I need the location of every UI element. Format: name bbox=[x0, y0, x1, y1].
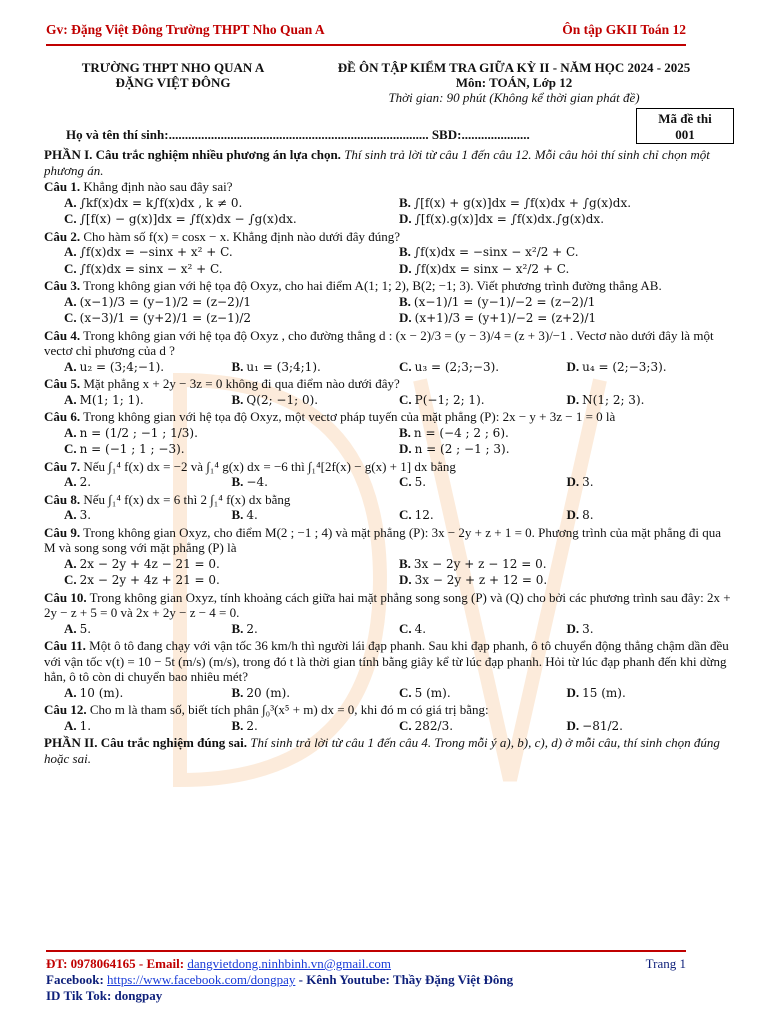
option-letter: B. bbox=[231, 684, 244, 700]
question-stem bbox=[44, 328, 734, 359]
option-letter: D. bbox=[566, 717, 580, 733]
option-letter: B. bbox=[231, 507, 244, 522]
option-letter: C. bbox=[64, 310, 77, 325]
option-text: N(1; 2; 3). bbox=[582, 392, 645, 407]
answer-option bbox=[399, 310, 734, 327]
footer-youtube: - Kênh Youtube: Thầy Đặng Việt Đông bbox=[295, 972, 514, 987]
option-text: ∫f(x)dx = −sinx − x²/2 + C. bbox=[413, 245, 579, 259]
option-text: M(1; 1; 1). bbox=[79, 392, 144, 407]
school-block bbox=[58, 60, 288, 90]
question-label: Câu 5. bbox=[44, 376, 81, 391]
exam-code: 001 bbox=[675, 127, 695, 142]
page-header bbox=[46, 22, 686, 42]
option-letter: A. bbox=[64, 194, 77, 210]
option-text: u₄ = (2;−3;3). bbox=[582, 359, 667, 374]
answer-option bbox=[567, 392, 735, 409]
answer-option bbox=[232, 621, 400, 638]
option-text: 5. bbox=[79, 621, 92, 636]
answer-options bbox=[44, 294, 734, 327]
answer-option bbox=[399, 556, 734, 573]
question-4 bbox=[44, 328, 734, 376]
question-stem bbox=[44, 229, 734, 245]
option-text: −81/2. bbox=[582, 718, 623, 733]
exam-title: ĐỀ ÔN TẬP KIỂM TRA GIỮA KỲ II - NĂM HỌC 2024 - 2025 bbox=[337, 60, 691, 75]
option-letter: A. bbox=[64, 684, 77, 700]
answer-option bbox=[64, 392, 232, 409]
option-letter: B. bbox=[399, 244, 411, 259]
part1-title: PHẦN I. Câu trắc nghiệm nhiều phương án lựa chọn. bbox=[44, 147, 341, 162]
option-text: ∫f(x)dx = sinx − x²/2 + C. bbox=[414, 261, 570, 276]
footer-facebook-link[interactable]: https://www.facebook.com/dongpay bbox=[107, 972, 296, 987]
answer-option bbox=[399, 261, 734, 278]
question-text: Trong không gian Oxyz, cho điểm M(2 ; −1 ; 4) và mặt phẳng (P): 3x − 2y + z + 1 = 0. Phương trình của mặt phẳng đi qua M và song song với mặt phẳng (P) là bbox=[44, 524, 722, 555]
option-text: 4. bbox=[246, 508, 258, 522]
option-text: ∫[f(x) + g(x)]dx = ∫f(x)dx + ∫g(x)dx. bbox=[413, 195, 632, 210]
part1-note: Thí sinh trả lời từ câu 1 đến câu 12. Mỗi câu hỏi thí sinh chỉ chọn một phương án. bbox=[44, 147, 710, 178]
option-text: (x−1)/1 = (y−1)/−2 = (z−2)/1 bbox=[413, 294, 596, 309]
question-label: Câu 3. bbox=[44, 278, 81, 293]
option-letter: A. bbox=[64, 474, 77, 489]
option-letter: D. bbox=[566, 684, 580, 700]
question-label: Câu 4. bbox=[44, 327, 81, 343]
answer-option bbox=[399, 294, 734, 311]
option-text: 8. bbox=[582, 508, 594, 522]
answer-option bbox=[567, 621, 735, 638]
option-letter: B. bbox=[399, 555, 411, 571]
option-text: 3. bbox=[582, 621, 594, 636]
option-letter: D. bbox=[399, 260, 412, 276]
question-text: Trong không gian với hệ tọa độ Oxyz , cho đường thẳng d : (x − 2)/3 = (y − 3)/4 = (z + 3)/−1 . Vectơ nào dưới đây là một vectơ chỉ phương của d ? bbox=[44, 327, 714, 358]
option-letter: D. bbox=[399, 310, 412, 325]
question-8 bbox=[44, 492, 734, 524]
answer-option bbox=[64, 310, 399, 327]
option-text: u₂ = (3;4;−1). bbox=[79, 359, 165, 374]
option-text: 5. bbox=[414, 475, 427, 489]
answer-option bbox=[567, 507, 735, 524]
option-letter: D. bbox=[399, 211, 412, 226]
option-letter: C. bbox=[399, 717, 412, 733]
question-stem bbox=[44, 459, 734, 475]
option-text: ∫[f(x) − g(x)]dx = ∫f(x)dx − ∫g(x)dx. bbox=[79, 212, 297, 226]
option-text: 2x − 2y + 4z − 21 = 0. bbox=[79, 556, 220, 571]
question-2 bbox=[44, 229, 734, 278]
question-label: Câu 10. bbox=[44, 589, 87, 605]
answer-option bbox=[232, 392, 400, 409]
option-text: 20 (m). bbox=[246, 685, 291, 700]
option-text: n = (−1 ; 1 ; −3). bbox=[79, 442, 185, 456]
question-text: Mặt phẳng x + 2y − 3z = 0 không đi qua điểm nào dưới đây? bbox=[80, 376, 400, 391]
answer-option bbox=[64, 425, 399, 442]
option-text: u₃ = (2;3;−3). bbox=[414, 359, 500, 374]
answer-option bbox=[399, 359, 567, 376]
answer-options bbox=[44, 195, 734, 228]
option-letter: A. bbox=[64, 620, 77, 636]
footer-divider bbox=[46, 950, 686, 952]
footer-phone: ĐT: 0978064165 - Email: bbox=[46, 956, 188, 971]
answer-option bbox=[399, 392, 567, 409]
question-stem bbox=[44, 278, 734, 294]
answer-option bbox=[232, 685, 400, 702]
footer-contact bbox=[46, 956, 686, 972]
question-text: Nếu ∫₁⁴ f(x) dx = 6 thì 2 ∫₁⁴ f(x) dx bằng bbox=[80, 491, 291, 507]
answer-option bbox=[64, 621, 232, 638]
question-list bbox=[44, 179, 734, 734]
option-letter: C. bbox=[64, 572, 77, 587]
question-label: Câu 11. bbox=[44, 638, 86, 653]
option-letter: C. bbox=[399, 358, 412, 374]
option-letter: A. bbox=[64, 391, 77, 407]
part2-note: Thí sinh trả lời từ câu 1 đến câu 4. Trong mỗi ý a), b), c), d) ở mỗi câu, thí sinh chọn đúng hoặc sai. bbox=[44, 735, 720, 766]
answer-option bbox=[232, 507, 400, 524]
part2-title: PHẦN II. Câu trắc nghiệm đúng sai. bbox=[44, 735, 247, 750]
answer-option bbox=[567, 359, 735, 376]
option-letter: D. bbox=[566, 474, 580, 489]
question-11 bbox=[44, 638, 734, 701]
option-text: ∫[f(x).g(x)]dx = ∫f(x)dx.∫g(x)dx. bbox=[414, 212, 605, 226]
answer-option bbox=[399, 474, 567, 491]
header-right: Ôn tập GKII Toán 12 bbox=[562, 22, 686, 37]
footer-social bbox=[46, 972, 686, 988]
answer-option bbox=[64, 195, 399, 212]
option-text: −4. bbox=[246, 475, 268, 489]
option-letter: C. bbox=[399, 620, 412, 636]
answer-option bbox=[64, 718, 232, 735]
answer-option bbox=[399, 441, 734, 458]
question-text: Cho hàm số f(x) = cosx − x. Khẳng định nào dưới đây đúng? bbox=[80, 228, 401, 244]
part1-heading bbox=[44, 147, 734, 178]
answer-option bbox=[64, 294, 399, 311]
question-6 bbox=[44, 409, 734, 458]
answer-option bbox=[232, 474, 400, 491]
option-letter: D. bbox=[399, 572, 412, 587]
question-5 bbox=[44, 376, 734, 408]
answer-options bbox=[44, 359, 734, 376]
answer-option bbox=[567, 474, 735, 491]
answer-options bbox=[44, 621, 734, 638]
question-label: Câu 9. bbox=[44, 524, 81, 540]
question-stem bbox=[44, 492, 734, 508]
question-text: Trong không gian với hệ tọa độ Oxyz, cho hai điểm A(1; 1; 2), B(2; −1; 3). Viết phương trình đường thẳng AB. bbox=[80, 278, 662, 293]
option-letter: C. bbox=[64, 441, 77, 456]
question-7 bbox=[44, 459, 734, 491]
option-text: n = (1/2 ; −1 ; 1/3). bbox=[79, 425, 198, 440]
option-text: u₁ = (3;4;1). bbox=[246, 359, 321, 374]
answer-options bbox=[44, 244, 734, 277]
option-letter: C. bbox=[64, 260, 77, 276]
student-info-line: Họ và tên thí sinh:................................................................................ SBD:..................... bbox=[66, 127, 530, 142]
answer-options bbox=[44, 507, 734, 524]
answer-options bbox=[44, 685, 734, 702]
answer-option bbox=[399, 195, 734, 212]
option-letter: A. bbox=[64, 424, 77, 440]
option-text: 3. bbox=[582, 475, 594, 489]
question-stem bbox=[44, 638, 734, 685]
option-text: (x+1)/3 = (y+1)/−2 = (z+2)/1 bbox=[414, 311, 597, 325]
question-text: Nếu ∫₁⁴ f(x) dx = −2 và ∫₁⁴ g(x) dx = −6 thì ∫₁⁴[2f(x) − g(x) + 1] dx bằng bbox=[80, 458, 456, 474]
question-stem bbox=[44, 702, 734, 718]
header-divider bbox=[46, 44, 686, 46]
question-stem bbox=[44, 525, 734, 556]
option-letter: A. bbox=[64, 293, 77, 309]
option-letter: B. bbox=[231, 391, 244, 407]
answer-option bbox=[64, 211, 399, 228]
answer-option bbox=[64, 507, 232, 524]
option-text: (x−1)/3 = (y−1)/2 = (z−2)/1 bbox=[79, 294, 252, 309]
question-text: Một ô tô đang chạy với vận tốc 36 km/h thì người lái đạp phanh. Sau khi đạp phanh, ô tô chuyển động thẳng chậm dần đều với vận tốc v(t) = 10 − 5t (m/s) (m/s), trong đó t là thời gian tính bằng giây kể từ lúc đạp phanh. Hỏi từ lúc đạp phanh đến khi dừng hẳn, ô tô còn di chuyển bao nhiêu mét? bbox=[44, 638, 729, 684]
question-text: Khẳng định nào sau đây sai? bbox=[80, 179, 233, 194]
answer-options bbox=[44, 556, 734, 589]
question-label: Câu 12. bbox=[44, 702, 87, 717]
footer-tiktok: ID Tik Tok: dongpay bbox=[46, 988, 163, 1003]
answer-option bbox=[399, 507, 567, 524]
option-text: ∫f(x)dx = sinx − x² + C. bbox=[79, 261, 223, 276]
option-text: 10 (m). bbox=[79, 685, 124, 700]
answer-option bbox=[232, 718, 400, 735]
answer-option bbox=[64, 572, 399, 589]
option-letter: D. bbox=[566, 391, 580, 407]
exam-subject: Môn: TOÁN, Lớp 12 bbox=[455, 75, 573, 90]
answer-option bbox=[64, 359, 232, 376]
option-text: Q(2; −1; 0). bbox=[246, 392, 319, 407]
exam-code-label: Mã đề thi bbox=[658, 111, 712, 126]
answer-option bbox=[64, 261, 399, 278]
option-text: 2. bbox=[246, 621, 258, 636]
answer-option bbox=[64, 441, 399, 458]
option-letter: C. bbox=[399, 391, 412, 407]
question-12 bbox=[44, 702, 734, 734]
option-letter: C. bbox=[399, 684, 412, 700]
option-text: 2x − 2y + 4z + 21 = 0. bbox=[79, 573, 220, 587]
teacher-name: ĐẶNG VIỆT ĐÔNG bbox=[115, 75, 231, 90]
page-number: Trang 1 bbox=[645, 956, 686, 971]
option-letter: B. bbox=[399, 194, 411, 210]
option-text: 5 (m). bbox=[414, 685, 451, 700]
footer-facebook-label: Facebook: bbox=[46, 972, 108, 987]
answer-option bbox=[399, 211, 734, 228]
exam-block bbox=[298, 60, 730, 105]
option-text: ∫kf(x)dx = k∫f(x)dx , k ≠ 0. bbox=[79, 195, 243, 210]
answer-option bbox=[64, 244, 399, 261]
question-label: Câu 1. bbox=[44, 179, 81, 194]
question-9 bbox=[44, 525, 734, 589]
option-letter: B. bbox=[399, 424, 411, 440]
exam-code-box bbox=[636, 108, 734, 144]
question-stem bbox=[44, 179, 734, 195]
option-text: n = (−4 ; 2 ; 6). bbox=[413, 425, 509, 440]
question-text: Cho m là tham số, biết tích phân ∫₀³(x⁵ + m) dx = 0, khi đó m có giá trị bằng: bbox=[86, 702, 489, 717]
option-letter: B. bbox=[399, 293, 411, 309]
page-footer bbox=[46, 956, 686, 1004]
option-letter: A. bbox=[64, 507, 77, 522]
answer-option bbox=[399, 572, 734, 589]
question-text: Trong không gian với hệ tọa độ Oxyz, một vectơ pháp tuyến của mặt phẳng (P): 2x − y + 3z − 1 = 0 là bbox=[80, 409, 616, 424]
answer-option bbox=[399, 425, 734, 442]
header-left: Gv: Đặng Việt Đông Trường THPT Nho Quan A bbox=[46, 22, 325, 37]
school-name: TRƯỜNG THPT NHO QUAN A bbox=[81, 60, 265, 75]
option-text: 3x − 2y + z + 12 = 0. bbox=[414, 573, 548, 587]
option-text: 4. bbox=[414, 621, 427, 636]
option-text: 1. bbox=[79, 718, 92, 733]
question-3 bbox=[44, 278, 734, 327]
footer-email-link[interactable]: dangvietdong.ninhbinh.vn@gmail.com bbox=[187, 956, 392, 971]
part2-heading bbox=[44, 735, 734, 766]
question-stem bbox=[44, 409, 734, 425]
question-1 bbox=[44, 179, 734, 228]
option-text: 3. bbox=[79, 508, 92, 522]
answer-option bbox=[399, 685, 567, 702]
answer-option bbox=[567, 718, 735, 735]
option-letter: B. bbox=[231, 474, 244, 489]
answer-option bbox=[232, 359, 400, 376]
exam-time: Thời gian: 90 phút (Không kể thời gian phát đề) bbox=[388, 90, 640, 105]
question-label: Câu 8. bbox=[44, 491, 81, 507]
answer-option bbox=[64, 556, 399, 573]
answer-option bbox=[567, 685, 735, 702]
option-text: 282/3. bbox=[414, 718, 454, 733]
question-label: Câu 6. bbox=[44, 409, 81, 424]
option-letter: B. bbox=[231, 358, 244, 374]
question-stem bbox=[44, 590, 734, 621]
option-letter: C. bbox=[399, 507, 412, 522]
option-letter: C. bbox=[64, 211, 77, 226]
option-letter: A. bbox=[64, 555, 77, 571]
option-text: ∫f(x)dx = −sinx + x² + C. bbox=[79, 245, 233, 259]
answer-options bbox=[44, 425, 734, 458]
option-letter: A. bbox=[64, 358, 77, 374]
option-text: 12. bbox=[414, 508, 434, 522]
option-text: 3x − 2y + z − 12 = 0. bbox=[413, 556, 547, 571]
option-letter: B. bbox=[231, 717, 244, 733]
question-label: Câu 7. bbox=[44, 458, 81, 474]
option-letter: C. bbox=[399, 474, 412, 489]
question-stem bbox=[44, 376, 734, 392]
option-letter: D. bbox=[566, 620, 580, 636]
answer-option bbox=[64, 685, 232, 702]
option-text: (x−3)/1 = (y+2)/1 = (z−1)/2 bbox=[79, 311, 252, 325]
answer-option bbox=[399, 621, 567, 638]
option-letter: D. bbox=[399, 441, 412, 456]
question-text: Trong không gian Oxyz, tính khoảng cách giữa hai mặt phẳng song song (P) và (Q) cho bởi các phương trình sau đây: 2x + 2y − z + 5 = 0 và 2x + 2y − z − 4 = 0. bbox=[44, 589, 731, 620]
option-letter: A. bbox=[64, 244, 77, 259]
question-label: Câu 2. bbox=[44, 228, 81, 244]
option-text: n = (2 ; −1 ; 3). bbox=[414, 442, 510, 456]
option-text: 15 (m). bbox=[582, 685, 626, 700]
option-letter: D. bbox=[566, 358, 580, 374]
option-letter: B. bbox=[231, 620, 244, 636]
answer-option bbox=[399, 718, 567, 735]
answer-options bbox=[44, 718, 734, 735]
option-letter: A. bbox=[64, 717, 77, 733]
option-text: P(−1; 2; 1). bbox=[414, 392, 485, 407]
option-letter: D. bbox=[566, 507, 580, 522]
exam-content bbox=[44, 147, 734, 767]
option-text: 2. bbox=[79, 475, 92, 489]
answer-option bbox=[64, 474, 232, 491]
option-text: 2. bbox=[246, 718, 258, 733]
question-10 bbox=[44, 590, 734, 638]
answer-options bbox=[44, 392, 734, 409]
answer-option bbox=[399, 244, 734, 261]
answer-options bbox=[44, 474, 734, 491]
